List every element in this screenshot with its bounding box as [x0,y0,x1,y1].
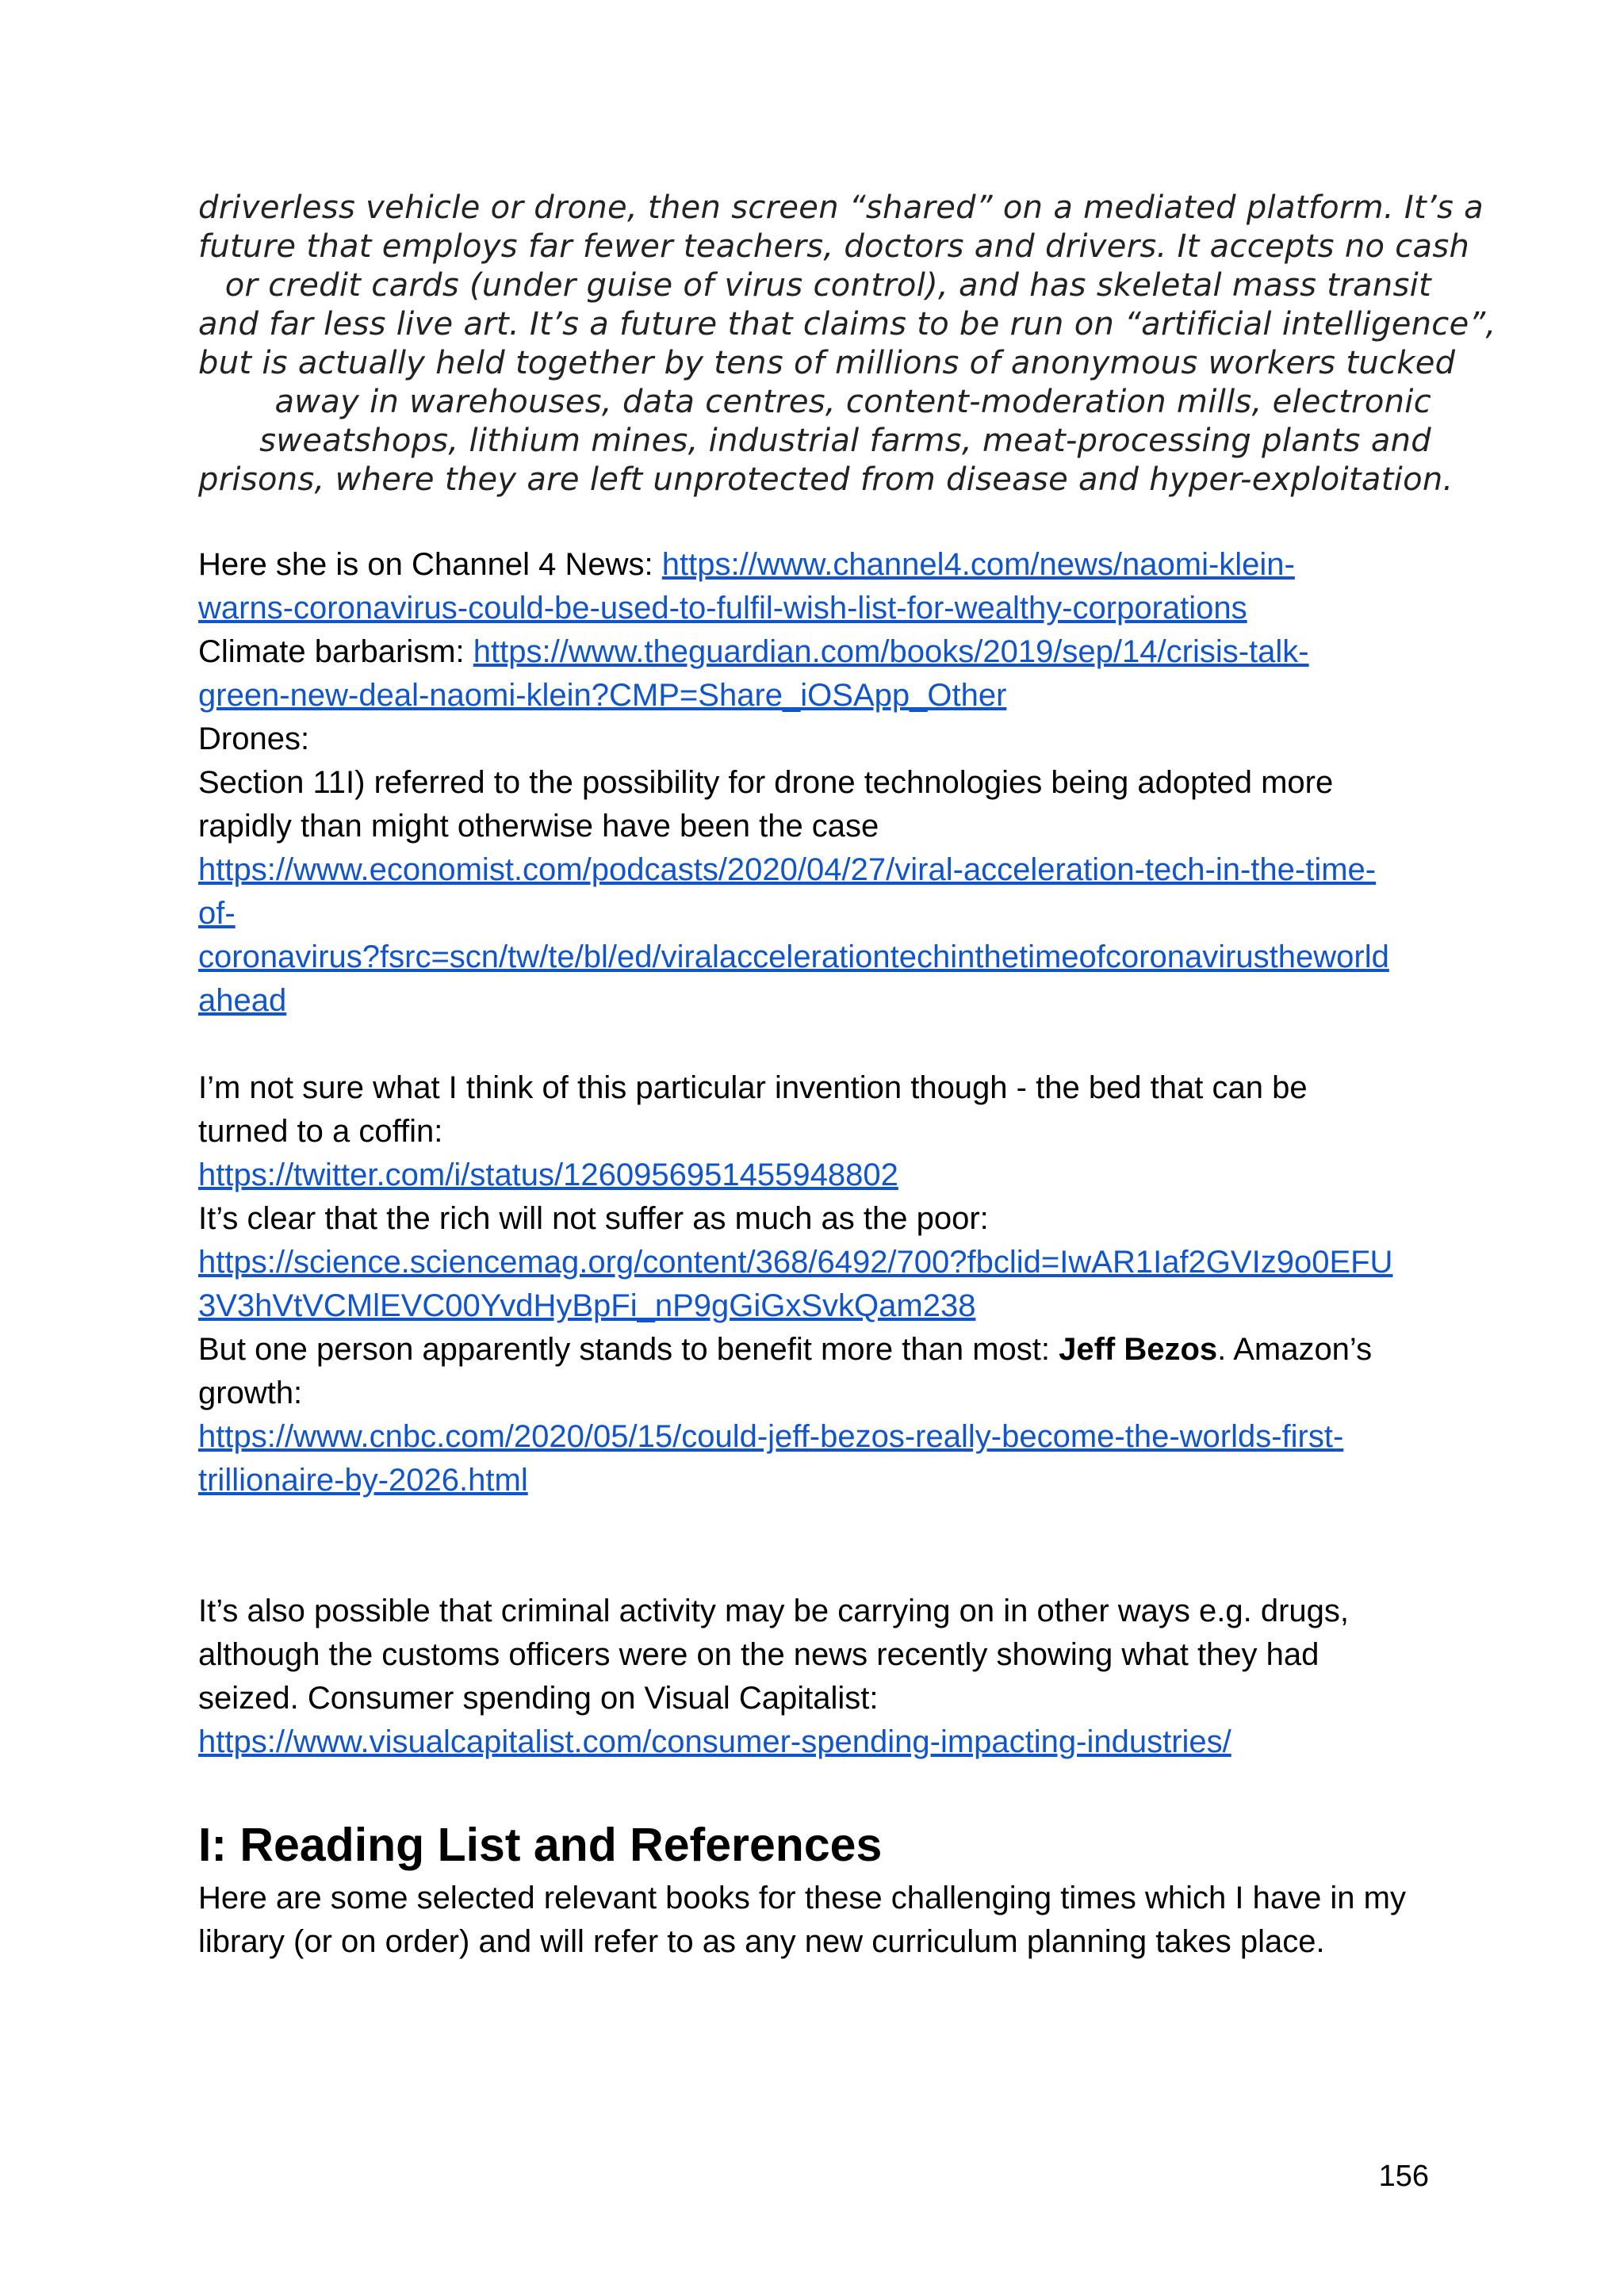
guardian-link[interactable]: https://www.theguardian.com/books/2019/sep/14/crisis-talk- [473,634,1309,669]
quote-line: or credit cards (under guise of virus control), and has skeletal mass transit [224,267,1431,304]
criminal-text-2: although the customs officers were on the news recently showing what they had [198,1637,1320,1672]
channel4-line-2 [198,587,1435,630]
quote-line: but is actually held together by tens of millions of anonymous workers tucked [198,345,1456,381]
coffin-text: I’m not sure what I think of this particular invention though - the bed that can be [198,1070,1308,1105]
sciencemag-link-line [198,1241,1435,1284]
section-text-2: library (or on order) and will refer to as any new curriculum planning takes place. [198,1924,1325,1959]
economist-link-cont[interactable]: ahead [198,983,287,1018]
cnbc-link-line-2 [198,1459,1435,1502]
twitter-link[interactable]: https://twitter.com/i/status/1260956951455948802 [198,1158,898,1192]
coffin-text-2: turned to a coffin: [198,1114,443,1149]
cnbc-link-line [198,1415,1435,1459]
section-heading: I: Reading List and References [198,1819,883,1871]
sciencemag-link-line-2 [198,1284,1435,1328]
twitter-link-line [198,1154,1435,1197]
bezos-text-before: But one person apparently stands to benefit more than most: [198,1332,1059,1367]
sciencemag-link-cont[interactable]: 3V3hVtVCMlEVC00YvdHyBpFi_nP9gGiGxSvkQam238 [198,1288,976,1323]
criminal-text-3: seized. Consumer spending on Visual Capitalist: [198,1681,879,1716]
sciencemag-link[interactable]: https://science.sciencemag.org/content/368/6492/700?fbclid=IwAR1Iaf2GVIz9o0EFU [198,1245,1393,1280]
quote-line: away in warehouses, data centres, content-moderation mills, electronic [274,384,1431,420]
criminal-text: It’s also possible that criminal activity may be carrying on in other ways e.g. drugs, [198,1594,1350,1628]
channel4-link[interactable]: https://www.channel4.com/news/naomi-klein- [661,547,1295,582]
drones-heading: Drones: [198,721,310,756]
channel4-line [198,543,1435,587]
body-text [198,543,1435,1964]
economist-link-line [198,848,1435,892]
block-quote [198,189,1496,499]
climate-line [198,630,1435,674]
economist-link-line-2 [198,892,1435,936]
economist-link[interactable]: https://www.economist.com/podcasts/2020/04/27/viral-acceleration-tech-in-the-time- [198,852,1377,887]
page-number: 156 [1378,2160,1429,2193]
cnbc-link-cont[interactable]: trillionaire-by-2026.html [198,1463,528,1498]
economist-link-line-4 [198,979,1435,1023]
rich-text: It’s clear that the rich will not suffer as much as the poor: [198,1201,989,1236]
climate-label: Climate barbarism: [198,634,473,669]
quote-line: driverless vehicle or drone, then screen “shared” on a mediated platform. It’s a [198,189,1484,226]
bezos-name: Jeff Bezos [1059,1332,1218,1367]
climate-line-2 [198,674,1435,718]
economist-link-line-3 [198,936,1435,979]
quote-line: future that employs far fewer teachers, doctors and drivers. It accepts no cash [198,228,1470,265]
drones-text: Section 11I) referred to the possibility for drone technologies being adopted more [198,765,1334,800]
channel4-label: Here she is on Channel 4 News: [198,547,662,582]
economist-link-cont[interactable]: of- [198,896,236,931]
paragraph-spacer [198,1023,1435,1066]
quote-line: sweatshops, lithium mines, industrial farms, meat-processing plants and [259,423,1431,459]
visualcapitalist-link[interactable]: https://www.visualcapitalist.com/consumer-spending-impacting-industries/ [198,1724,1231,1759]
quote-line: and far less live art. It’s a future that claims to be run on “artificial intelligence”, [198,306,1496,342]
cnbc-link[interactable]: https://www.cnbc.com/2020/05/15/could-jeff-bezos-really-become-the-worlds-first- [198,1419,1344,1454]
paragraph-spacer [198,1502,1435,1590]
bezos-text-after: . Amazon’s [1217,1332,1373,1367]
bezos-text-2: growth: [198,1376,303,1410]
guardian-link-cont[interactable]: green-new-deal-naomi-klein?CMP=Share_iOSApp_Other [198,678,1007,713]
channel4-link-cont[interactable]: warns-coronavirus-could-be-used-to-fulfil-wish-list-for-wealthy-corporations [198,591,1247,626]
quote-line: prisons, where they are left unprotected from disease and hyper-exploitation. [198,461,1454,498]
economist-link-cont[interactable]: coronavirus?fsrc=scn/tw/te/bl/ed/viralaccelerationtechinthetimeofcoronavirustheworld [198,939,1389,974]
drones-text-2: rapidly than might otherwise have been the case [198,809,879,844]
bezos-text [198,1328,1435,1372]
visualcapitalist-link-line [198,1720,1435,1764]
section-text: Here are some selected relevant books for these challenging times which I have in my [198,1881,1406,1915]
